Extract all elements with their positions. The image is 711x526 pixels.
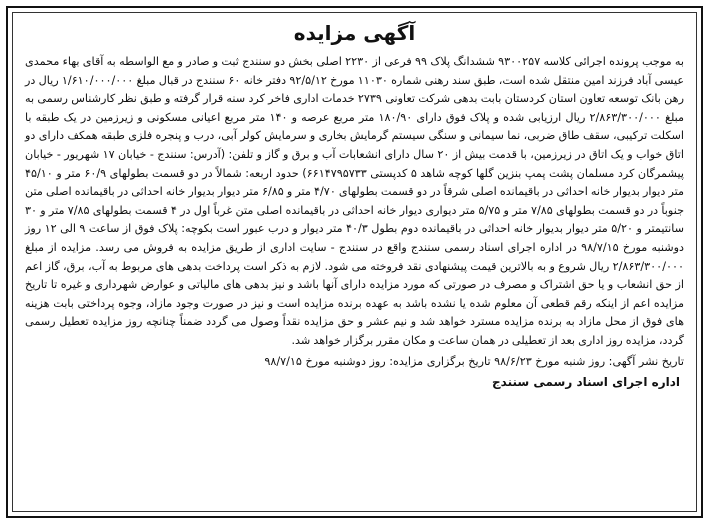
notice-frame — [6, 6, 703, 518]
notice-inner-border — [12, 12, 697, 512]
issuer-signature: اداره اجرای اسناد رسمی سنندج — [492, 374, 680, 389]
notice-body: به موجب پرونده اجرائی کلاسه ۹۳۰۰۲۵۷ ششدانگ پلاک ۹۹ فرعی از ۲۲۳۰ اصلی بخش دو سنندج ثبت و صادر و مع الواسطه به آقای بهاء محمدی عیسی آباد فرزند امین منتقل شده است، طبق سند رهنی شماره ۱۱۰۳۰ مورخ ۹۲/۵/۱۲ دفتر خانه ۶۰ سنندج در قبال مبلغ ۱/۶۱۰/۰۰۰/۰۰۰ ریال در رهن بانک توسعه تعاون استان کردستان بابت بدهی شرکت تعاونی ۲۷۳۹ خدمات اداری فاخر کرد سنه قرار گرفته و طبق نظر کارشناس رسمی به مبلغ ۲/۸۶۳/۳۰۰/۰۰۰ ریال ارزیابی شده و پلاک فوق دارای ۱۸۰/۹۰ متر مربع عرصه و ۱۴۰ متر مربع اعیانی مسکونی و زیرزمین در یک طبقه با اسکلت ترکیبی، سقف طاق ضربی، نما سیمانی و سنگی سیستم گرمایش بخاری و سرمایش کولر آبی، درب و پنجره فلزی طبقه همکف دارای دو اتاق خواب و یک اتاق در زیرزمین، با قدمت بیش از ۲۰ سال دارای انشعابات آب و برق و گاز و تلفن: (آدرس: سنندج - خیابان ۱۷ شهریور - خیابان پیشمرگان کرد مسلمان پشت پمپ بنزین گلها کوچه شاهد ۵ کدپستی ۶۶۱۴۷۹۵۷۳۳) حدود اربعه: شمالاً در دو قسمت بطولهای ۶۰/۹ متر و ۴۵/۱۰ متر دیوار بدیوار خانه احداثی در باقیمانده اصلی شرقاً در دو قسمت بطولهای ۴/۷۰ متر و ۶/۸۵ متر دیوار بدیوار خانه احداثی در باقیمانده اصلی متن جنوباً در دو قسمت بطولهای ۷/۸۵ متر و ۵/۷۵ متر دیواری دیوار خانه احداثی در باقیمانده اصلی متن غرباً اول در ۴ قسمت بطولهای ۷/۸۵ متر و ۳۰ سانتیمتر و ۵/۲۰ متر دیوار بدیوار خانه احداثی در باقیمانده دوم بطول ۴۰/۳ متر دیوار و درب عبور است بکوچه: پلاک فوق از ساعت ۹ الی ۱۲ روز دوشنبه مورخ ۹۸/۷/۱۵ در اداره اجرای اسناد رسمی سنندج واقع در سنندج - سایت اداری از طریق مزایده به فروش می رسد. مزایده از مبلغ ۲/۸۶۳/۳۰۰/۰۰۰ ریال شروع و به بالاترین قیمت پیشنهادی نقد فروخته می شود. لازم به ذکر است پرداخت بدهی های مربوط به آب، برق، گاز اعم از حق انشعاب و یا حق اشتراک و مصرف در صورتی که مورد مزایده دارای آنها باشد و نیز بدهی های مالیاتی و عوارض شهرداری و غیره تا تاریخ مزایده اعم از اینکه رقم قطعی آن معلوم شده یا نشده باشد به عهده برنده مزایده است و نیز در صورت وجود مازاد، وجوه پرداختی بابت هزینه های فوق از محل مازاد به برنده مزایده مسترد خواهد شد و نیم عشر و حق مزایده نقداً وصول می گردد ضمناً چنانچه روز مزایده تعطیل رسمی گردد، مزایده روز اداری بعد از تعطیلی در همان ساعت و مکان مقرر برگزار خواهد شد. — [25, 55, 685, 347]
notice-title: آگهی مزایده — [293, 21, 416, 45]
publish-date-line: تاریخ نشر آگهی: روز شنبه مورخ ۹۸/۶/۲۳ تاریخ برگزاری مزایده: روز دوشنبه مورخ ۹۸/۷/۱۵ — [264, 354, 684, 368]
